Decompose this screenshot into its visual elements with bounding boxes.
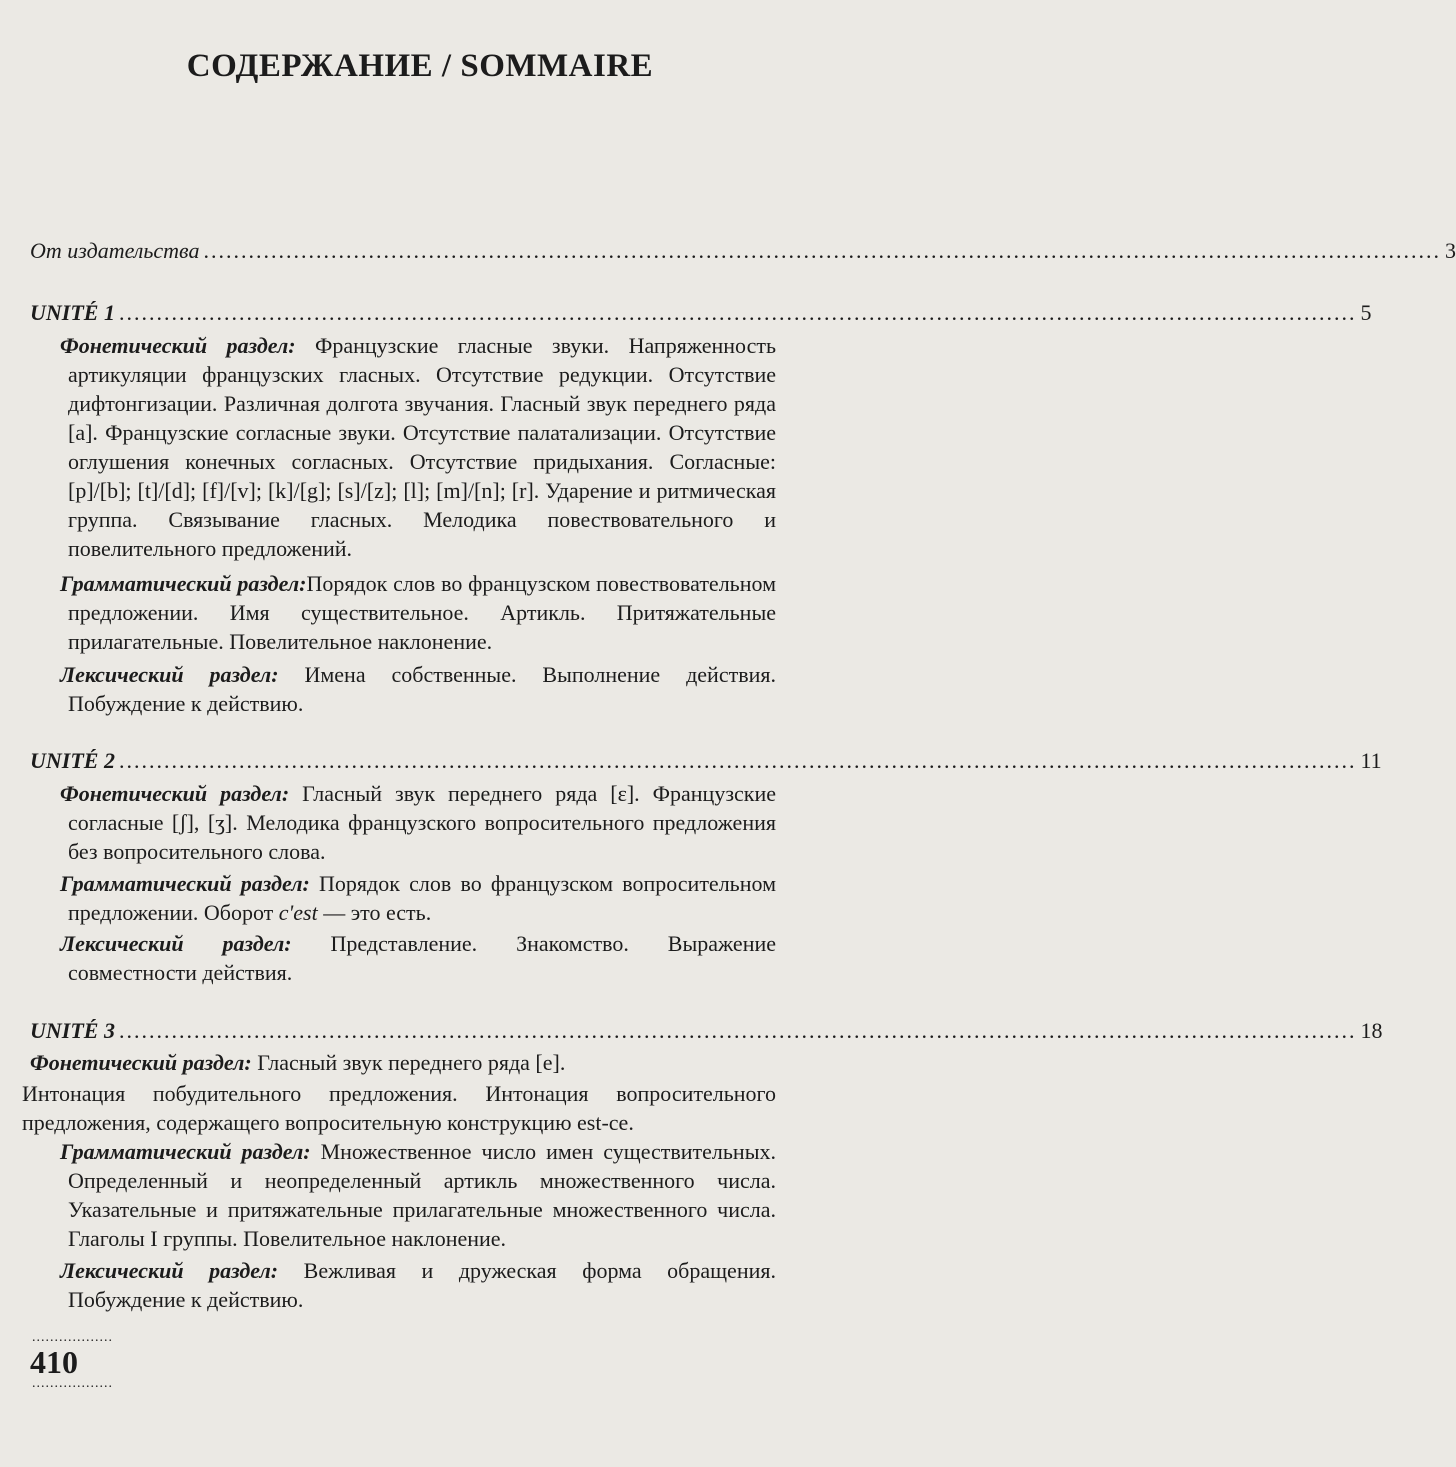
toc-label: UNITÉ 1: [30, 300, 115, 325]
section-text: Представление. Знакомство. Выражение совместности действия.: [68, 931, 777, 985]
section-text: — это есть.: [317, 900, 432, 925]
toc-entry-publisher: [30, 238, 1456, 264]
section-lead: Фонетический раздел:: [60, 781, 290, 806]
unit2-lexical-section: [30, 929, 776, 987]
toc-page-number: 18: [1360, 1018, 1383, 1043]
leader-dots: [203, 238, 1441, 264]
unit1-phonetic-section: [30, 331, 776, 563]
toc-entry-unit1: [30, 300, 1372, 326]
toc-entry-unit3: [30, 1018, 1383, 1044]
page-title: СОДЕРЖАНИЕ / SOMMAIRE: [186, 48, 654, 84]
section-text: Множественное число имен существительных. Определенный и неопределенный артикль множественного числа. Указательные и притяжательные прилагательные множественного числа. Глаголы I группы. Повелительное наклонение.: [68, 1139, 776, 1251]
section-lead: Грамматический раздел:: [60, 571, 307, 596]
leader-dots: [119, 300, 1357, 326]
section-text: Гласный звук переднего ряда [ɛ]. Французские согласные [ʃ], [ʒ]. Мелодика французского вопросительного предложения без вопросительного слова.: [68, 781, 777, 864]
unit1-grammar-section: [30, 569, 776, 656]
toc-label: От издательства: [30, 238, 200, 263]
section-text: Вежливая и дружеская форма обращения. Побуждение к действию.: [68, 1258, 776, 1312]
section-lead: Фонетический раздел:: [30, 1050, 252, 1075]
section-lead: Лексический раздел:: [60, 931, 292, 956]
section-lead: Фонетический раздел:: [60, 333, 296, 358]
italic-term: c'est: [278, 900, 318, 925]
page-number: 410: [30, 1344, 78, 1380]
section-text: Интонация побудительного предложения. Интонация вопросительного предложения, содержащего вопросительную конструкцию: [22, 1081, 776, 1135]
toc-label: UNITÉ 2: [30, 748, 115, 773]
section-lead: Грамматический раздел:: [60, 871, 310, 896]
unit2-grammar-section: [30, 869, 776, 927]
leader-dots: [119, 748, 1357, 774]
unit2-phonetic-section: [30, 779, 776, 866]
unit3-lexical-section: [30, 1256, 776, 1314]
folio-bottom-dots: ..................: [32, 1376, 113, 1391]
section-lead: Лексический раздел:: [60, 662, 279, 687]
toc-page-number: 5: [1360, 300, 1372, 325]
section-text: Французские гласные звуки. Напряженность артикуляции французских гласных. Отсутствие редукции. Отсутствие дифтонгизации. Различная долгота звучания. Гласный звук переднего ряда [a]. Французские согласные звуки. Отсутствие палатализации. Отсутствие оглушения конечных согласных. Отсутствие придыхания. Согласные: [p]/[b]; [t]/[d]; [f]/[v]; [k]/[g]; [s]/[z]; [l]; [m]/[n]; [r]. Ударение и ритмическая группа. Связывание гласных. Мелодика повествовательного и повелительного предложений.: [68, 333, 777, 561]
section-text: Порядок слов во французском повествовательном предложении. Имя существительное. Артикль. Притяжательные прилагательные. Повелительное наклонение.: [68, 571, 776, 654]
section-lead: Лексический раздел:: [60, 1258, 279, 1283]
folio-top-dots: ..................: [32, 1330, 113, 1345]
unit3-grammar-section: [30, 1137, 776, 1253]
toc-page-number: 11: [1360, 748, 1382, 773]
section-text: Гласный звук переднего ряда [e].: [251, 1050, 566, 1075]
unit3-phonetic-section: [30, 1048, 776, 1077]
section-lead: Грамматический раздел:: [60, 1139, 311, 1164]
section-text: Порядок слов во французском вопросительном предложении. Оборот: [68, 871, 776, 925]
unit1-lexical-section: [30, 660, 776, 718]
italic-term: est-ce.: [577, 1110, 634, 1135]
section-text: Имена собственные. Выполнение действия. Побуждение к действию.: [68, 662, 776, 716]
toc-entry-unit2: [30, 748, 1382, 774]
toc-page-number: 3: [1444, 238, 1456, 263]
unit3-intonation-text: [22, 1079, 776, 1137]
toc-label: UNITÉ 3: [30, 1018, 115, 1043]
leader-dots: [119, 1018, 1357, 1044]
